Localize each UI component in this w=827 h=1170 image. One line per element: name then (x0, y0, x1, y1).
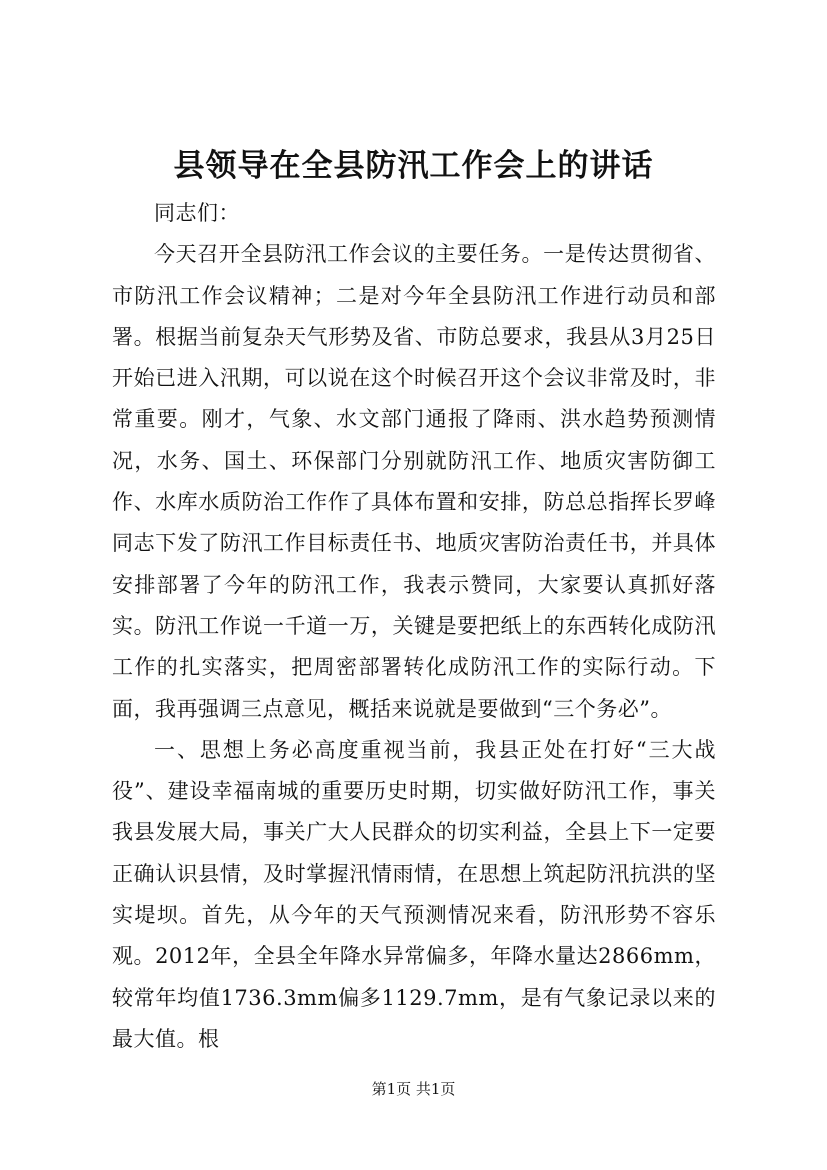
page-footer: 第1页 共1页 (371, 1080, 456, 1098)
paragraph-intro: 今天召开全县防汛工作会议的主要任务。一是传达贯彻省、市防汛工作会议精神；二是对今年全县防汛工作进行动员和部署。根据当前复杂天气形势及省、市防总要求，我县从3月25日开始已进入汛期，可以说在这个时候召开这个会议非常及时，非常重要。刚才，气象、水文部门通报了降雨、洪水趋势预测情况，水务、国土、环保部门分别就防汛工作、地质灾害防御工作、水库水质防治工作作了具体布置和安排，防总总指挥长罗峰同志下发了防汛工作目标责任书、地质灾害防治责任书，并具体安排部署了今年的防汛工作，我表示赞同，大家要认真抓好落实。防汛工作说一千道一万，关键是要把纸上的东西转化成防汛工作的扎实落实，把周密部署转化成防汛工作的实际行动。下面，我再强调三点意见，概括来说就是要做到“三个务必”。 (112, 242, 716, 721)
paragraph-section-one: 一、思想上务必高度重视当前，我县正处在打好“三大战役”、建设幸福南城的重要历史时期，切实做好防汛工作，事关我县发展大局，事关广大人民群众的切实利益，全县上下一定要正确认识县情，及时掌握汛情雨情，在思想上筑起防汛抗洪的坚实堤坝。首先，从今年的天气预测情况来看，防汛形势不容乐观。2012年，全县全年降水异常偏多，年降水量达2866mm，较常年均值1736.3mm偏多1129.7mm，是有气象记录以来的最大值。根 (112, 737, 716, 1051)
salutation: 同志们： (154, 201, 240, 225)
document-title: 县领导在全县防汛工作会上的讲话 (173, 148, 654, 184)
document-body (112, 193, 716, 1060)
